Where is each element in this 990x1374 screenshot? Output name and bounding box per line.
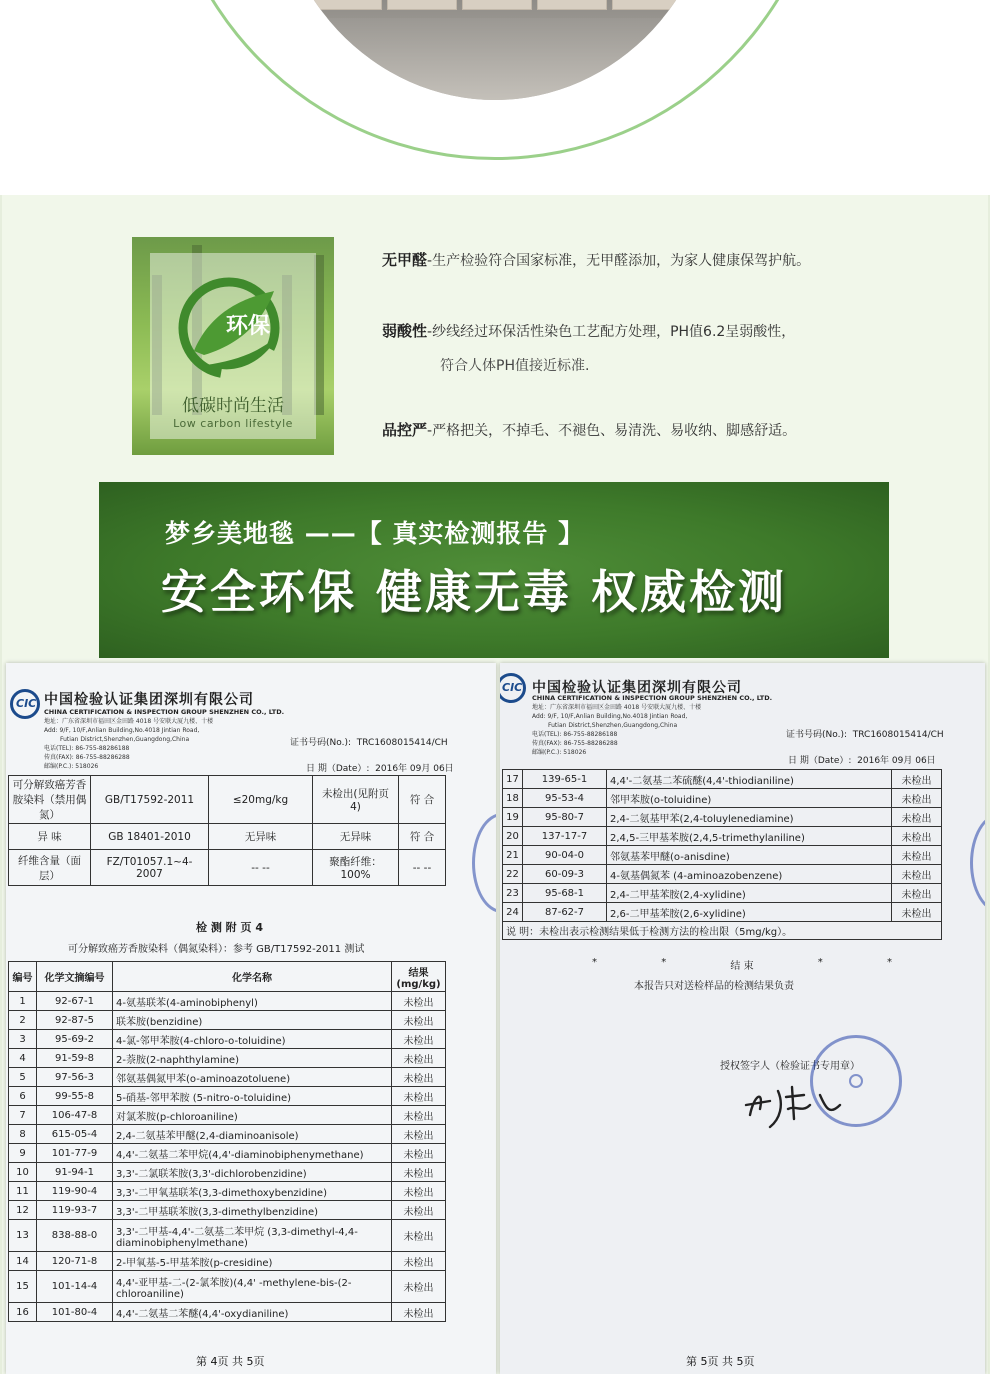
table-row	[503, 884, 942, 903]
row-index: 13	[9, 1220, 37, 1252]
company-name-zh: 中国检验认证集团深圳有限公司	[44, 692, 254, 708]
official-seal-icon	[810, 1035, 902, 1127]
end-marker: * * 结 束 * *	[592, 957, 892, 972]
table-row	[9, 1163, 446, 1182]
chemical-name: 2-甲氧基-5-甲基苯胺(p-cresidine)	[113, 1252, 392, 1271]
banner-headline: 安全环保 健康无毒 权威检测	[161, 565, 788, 619]
chemical-name: 4,4'-亚甲基-二-(2-氯苯胺)(4,4' -methylene-bis-(2-chloroaniline)	[113, 1271, 392, 1303]
cas-number: 120-71-8	[37, 1252, 113, 1271]
cas-number: 91-94-1	[37, 1163, 113, 1182]
cas-number: 101-14-4	[37, 1271, 113, 1303]
cas-number: 137-17-7	[523, 827, 607, 846]
chemical-name: 5-硝基-邻甲苯胺 (5-nitro-o-toluidine)	[113, 1087, 392, 1106]
table-row	[9, 1144, 446, 1163]
cas-number: 101-77-9	[37, 1144, 113, 1163]
signatory-label: 授权签字人（检验证书专用章）	[720, 1061, 860, 1072]
row-index: 15	[9, 1271, 37, 1303]
cas-number: 99-55-8	[37, 1087, 113, 1106]
result: 未检出	[392, 1182, 446, 1201]
appendix-subtitle: 可分解致癌芳香胺染料（偶氮染料）：参考 GB/T17592-2011 测试	[68, 944, 365, 955]
table-row	[9, 1271, 446, 1303]
cas-number: 95-68-1	[523, 884, 607, 903]
table-row	[9, 1182, 446, 1201]
cas-number: 91-59-8	[37, 1049, 113, 1068]
table-row	[9, 1201, 446, 1220]
cas-number: 615-05-4	[37, 1125, 113, 1144]
result: 未检出	[892, 846, 942, 865]
chemical-name: 4,4'-二氨基二苯硫醚(4,4'-thiodianiline)	[607, 770, 892, 789]
chemical-name: 2,6-二甲基苯胺(2,6-xylidine)	[607, 903, 892, 922]
report-page-4	[6, 663, 496, 1374]
result: 未检出	[392, 1087, 446, 1106]
cas-number: 119-93-7	[37, 1201, 113, 1220]
chemical-name: 3,3'-二甲基-4,4'-二氨基二苯甲烷 (3,3-dimethyl-4,4-diaminobiphenylmethane)	[113, 1220, 392, 1252]
leaf-icon	[174, 273, 284, 383]
eco-slogan-en: Low carbon lifestyle	[173, 417, 293, 430]
page-number-left: 第 4页 共 5页	[196, 1355, 265, 1368]
table-row	[503, 827, 942, 846]
table-row: 纤维含量（面层） FZ/T01057.1~4-2007 -- -- 聚酯纤维：100% -- --	[9, 850, 446, 886]
eco-logo-mark: 环保	[226, 314, 271, 339]
chemical-name: 4,4'-二氨基二苯甲烷(4,4'-diaminobiphenymethane)	[113, 1144, 392, 1163]
chemical-name: 邻氨基苯甲醚(o-anisdine)	[607, 846, 892, 865]
cas-number: 87-62-7	[523, 903, 607, 922]
table-row	[9, 1303, 446, 1322]
cas-number: 95-80-7	[523, 808, 607, 827]
result: 未检出	[892, 808, 942, 827]
row-index: 7	[9, 1106, 37, 1125]
result: 未检出	[392, 1201, 446, 1220]
row-index: 10	[9, 1163, 37, 1182]
table-row	[503, 865, 942, 884]
table-row	[9, 1220, 446, 1252]
cert-number: 证书号码(No.): TRC1608015414/CH	[786, 730, 944, 740]
row-index: 2	[9, 1011, 37, 1030]
cas-number: 95-69-2	[37, 1030, 113, 1049]
cas-number: 119-90-4	[37, 1182, 113, 1201]
cas-number: 92-87-5	[37, 1011, 113, 1030]
row-index: 9	[9, 1144, 37, 1163]
result: 未检出	[392, 1125, 446, 1144]
chemical-name: 2-萘胺(2-naphthylamine)	[113, 1049, 392, 1068]
row-index: 1	[9, 992, 37, 1011]
result: 未检出	[392, 1144, 446, 1163]
result: 未检出	[392, 1049, 446, 1068]
table-row	[9, 992, 446, 1011]
cas-number: 90-04-0	[523, 846, 607, 865]
result: 未检出	[392, 1106, 446, 1125]
chemical-name: 2,4,5-三甲基苯胺(2,4,5-trimethylaniline)	[607, 827, 892, 846]
table-row	[503, 846, 942, 865]
row-index: 18	[503, 789, 523, 808]
table-row	[9, 1106, 446, 1125]
chemical-name: 3,3'-二甲氧基联苯(3,3-dimethoxybenzidine)	[113, 1182, 392, 1201]
table-row	[9, 1252, 446, 1271]
appendix-table-left: 编号 化学文摘编号 化学名称 结果(mg/kg) 1 92-67-1 4-氨基联苯(4-aminobiphenyl) 未检出 2 92-87-5 联苯胺(benzidine) 未检出 3 95-69-2 4-氯-邻甲苯胺(4-chloro-o-toluidine) 未检出 4 91-59-8 2-萘胺(2-naphthylamine) 未检出 5 97-56-3 邻氨基偶氮甲苯(o-aminoazotoluene) 未检出 6 99-55-8 5-硝基-邻甲苯胺 (5-nitro-o-toluidine) 未检出 7 106-47-8 对氯苯胺(p-chloroaniline) 未检出 8 615-05-4 2,4-二氨基苯甲醚(2,4-diaminoanisole) 未检出 9 101-77-9 4,4'-二氨基二苯甲烷(4,4'-diaminobiphenymethane) 未检出 10 91-94-1 3,3'-二氯联苯胺(3,3'-dichlorobenzidine) 未检出 11 119-90-4 3,3'-二甲氧基联苯(3,3-dimethoxybenzidine) 未检出 12 119-93-7 3,3'-二甲基联苯胺(3,3-dimethylbenzidine) 未检出 13 838-88-0 3,3'-二甲基-4,4'-二氨基二苯甲烷 (3,3-dimethyl-4,4-diaminobiphenylmethane) 未检出 14 120-71-8 2-甲氧基-5-甲基苯胺(p-cresidine) 未检出 15 101-14-4 4,4'-亚甲基-二-(2-氯苯胺)(4,4' -methylene-bis-(2-chloroaniline) 未检出 16 101-80-4 4,4'-二氨基二苯醚(4,4'-oxydianiline) 未检出	[8, 961, 446, 1322]
result: 未检出	[892, 865, 942, 884]
chemical-name: 邻甲苯胺(o-toluidine)	[607, 789, 892, 808]
page-number-right: 第 5页 共 5页	[686, 1355, 755, 1368]
row-index: 8	[9, 1125, 37, 1144]
result: 未检出	[892, 770, 942, 789]
result: 未检出	[392, 1163, 446, 1182]
summary-table	[8, 775, 446, 886]
room-photo	[272, 0, 718, 100]
result: 未检出	[892, 884, 942, 903]
report-page-5	[500, 663, 985, 1374]
table-row	[9, 1049, 446, 1068]
table-row	[9, 1011, 446, 1030]
cas-number: 106-47-8	[37, 1106, 113, 1125]
cas-number: 139-65-1	[523, 770, 607, 789]
row-index: 5	[9, 1068, 37, 1087]
row-index: 6	[9, 1087, 37, 1106]
cas-number: 60-09-3	[523, 865, 607, 884]
chemical-name: 对氯苯胺(p-chloroaniline)	[113, 1106, 392, 1125]
company-name-en: CHINA CERTIFICATION & INSPECTION GROUP SHENZHEN CO., LTD.	[44, 708, 285, 716]
feature-formaldehyde: 无甲醛-生产检验符合国家标准，无甲醛添加，为家人健康保驾护航。	[382, 251, 811, 269]
cas-number: 101-80-4	[37, 1303, 113, 1322]
row-index: 23	[503, 884, 523, 903]
row-index: 16	[9, 1303, 37, 1322]
result: 未检出	[392, 992, 446, 1011]
appendix-table-right	[502, 769, 942, 940]
appendix-title: 检 测 附 页 4	[196, 921, 263, 934]
eco-slogan-zh: 低碳时尚生活	[182, 396, 284, 416]
feature-quality: 品控严-严格把关，不掉毛、不褪色、易清洗、易收纳、脚感舒适。	[382, 421, 797, 439]
stamp-edge-icon	[472, 813, 496, 913]
disclaimer: 本报告只对送检样品的检测结果负责	[634, 981, 794, 992]
result: 未检出	[392, 1252, 446, 1271]
table-row: 异 味 GB 18401-2010 无异味 无异味 符 合	[9, 824, 446, 850]
feature-ph: 弱酸性-纱线经过环保活性染色工艺配方处理，PH值6.2呈弱酸性，	[382, 322, 796, 340]
chemical-name: 4-氯-邻甲苯胺(4-chloro-o-toluidine)	[113, 1030, 392, 1049]
cert-number: 证书号码(No.): TRC1608015414/CH	[290, 738, 448, 748]
result: 未检出	[392, 1271, 446, 1303]
row-index: 19	[503, 808, 523, 827]
table-row	[9, 1125, 446, 1144]
chemical-name: 联苯胺(benzidine)	[113, 1011, 392, 1030]
chemical-name: 4-氨基联苯(4-aminobiphenyl)	[113, 992, 392, 1011]
chemical-name: 4-氨基偶氮苯 (4-aminoazobenzene)	[607, 865, 892, 884]
cci-logo-icon: CIC	[500, 673, 526, 703]
row-index: 20	[503, 827, 523, 846]
result: 未检出	[392, 1011, 446, 1030]
report-date: 日 期（Date）: 2016年 09月 06日	[788, 756, 936, 766]
row-index: 3	[9, 1030, 37, 1049]
table-row	[503, 808, 942, 827]
company-name-en: CHINA CERTIFICATION & INSPECTION GROUP SHENZHEN CO., LTD.	[532, 694, 773, 702]
row-index: 14	[9, 1252, 37, 1271]
cas-number: 838-88-0	[37, 1220, 113, 1252]
cas-number: 97-56-3	[37, 1068, 113, 1087]
result: 未检出	[392, 1303, 446, 1322]
table-row	[9, 1087, 446, 1106]
cas-number: 95-53-4	[523, 789, 607, 808]
result: 未检出	[392, 1030, 446, 1049]
chemical-name: 4,4'-二氨基二苯醚(4,4'-oxydianiline)	[113, 1303, 392, 1322]
table-row	[503, 789, 942, 808]
table-row	[9, 1068, 446, 1087]
feature-ph-continued: 符合人体PH值接近标准.	[440, 358, 590, 374]
report-banner	[99, 482, 889, 658]
report-date: 日 期（Date）: 2016年 09月 06日	[306, 764, 454, 774]
note-row: 说 明：未检出表示检测结果低于检测方法的检出限（5mg/kg）。	[503, 922, 942, 940]
company-name-zh: 中国检验认证集团深圳有限公司	[532, 680, 742, 696]
company-address: 地址：广东省深圳市福田区金田路 4018 号安联大厦九楼、十楼 Add: 9/F, 10/F,Anlian Building,No.4018 Jintian Road, Futian District,Shenzhen,Guangdong,China 电话(TEL): 86-755-88286188 传真(FAX): 86-755-88286288 邮编(P.C.): 518026	[44, 718, 214, 770]
row-index: 4	[9, 1049, 37, 1068]
eco-badge-image	[132, 237, 334, 455]
row-index: 11	[9, 1182, 37, 1201]
chemical-name: 3,3'-二甲基联苯胺(3,3-dimethylbenzidine)	[113, 1201, 392, 1220]
table-row	[503, 903, 942, 922]
cci-logo-icon: CIC	[10, 689, 40, 719]
chemical-name: 2,4-二氨基苯甲醚(2,4-diaminoanisole)	[113, 1125, 392, 1144]
result: 未检出	[392, 1220, 446, 1252]
banner-subtitle: 梦乡美地毯 ——【 真实检测报告 】	[165, 519, 585, 548]
chemical-name: 邻氨基偶氮甲苯(o-aminoazotoluene)	[113, 1068, 392, 1087]
cas-number: 92-67-1	[37, 992, 113, 1011]
row-index: 17	[503, 770, 523, 789]
table-row: 可分解致癌芳香胺染料（禁用偶氮） GB/T17592-2011 ≤20mg/kg 未检出(见附页 4) 符 合	[9, 776, 446, 824]
row-index: 21	[503, 846, 523, 865]
chemical-name: 3,3'-二氯联苯胺(3,3'-dichlorobenzidine)	[113, 1163, 392, 1182]
row-index: 22	[503, 865, 523, 884]
table-row	[503, 770, 942, 789]
result: 未检出	[892, 827, 942, 846]
result: 未检出	[892, 903, 942, 922]
row-index: 24	[503, 903, 523, 922]
chemical-name: 2,4-二甲基苯胺(2,4-xylidine)	[607, 884, 892, 903]
stamp-edge-icon	[970, 813, 985, 913]
result: 未检出	[892, 789, 942, 808]
company-address: 地址：广东省深圳市福田区金田路 4018 号安联大厦九楼、十楼 Add: 9/F, 10/F,Anlian Building,No.4018 Jintian Road, Futian District,Shenzhen,Guangdong,China 电话(TEL): 86-755-88286188 传真(FAX): 86-755-88286288 邮编(P.C.): 518026	[532, 704, 702, 756]
result: 未检出	[392, 1068, 446, 1087]
chemical-name: 2,4-二氨基甲苯(2,4-toluylenediamine)	[607, 808, 892, 827]
table-row	[9, 1030, 446, 1049]
top-photo-section	[0, 0, 990, 195]
row-index: 12	[9, 1201, 37, 1220]
